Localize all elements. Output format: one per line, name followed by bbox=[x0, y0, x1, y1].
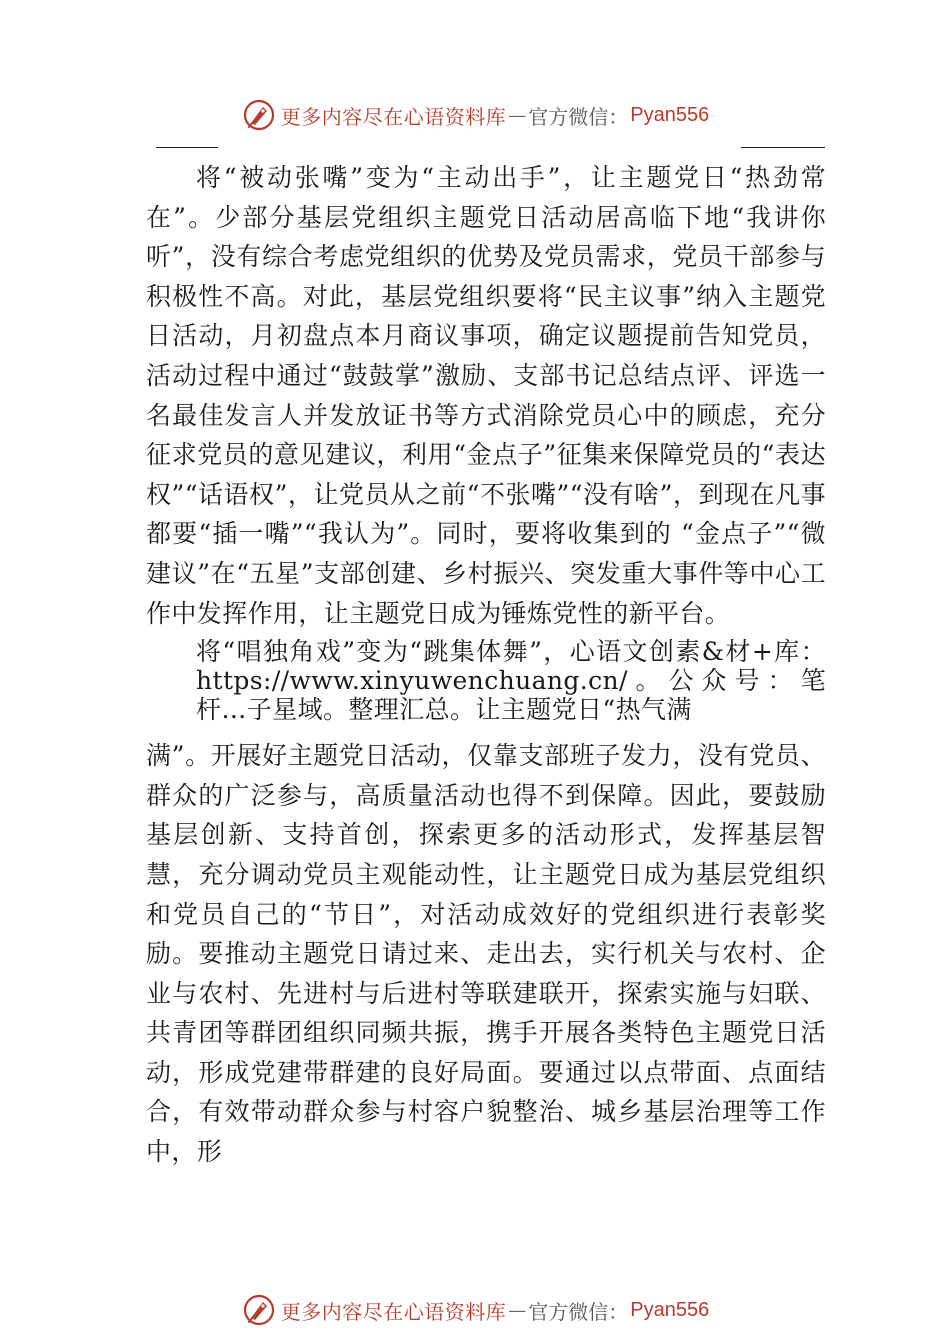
header-wechat-id: Pyan556 bbox=[630, 103, 710, 126]
header-promo-text: 更多内容尽在心语资料库 bbox=[280, 104, 507, 129]
footer-wechat-label: 官方微信： bbox=[528, 1299, 629, 1324]
header-separator: — bbox=[508, 104, 527, 126]
document-body bbox=[146, 158, 826, 1172]
footer-promo-text: 更多内容尽在心语资料库 bbox=[280, 1299, 507, 1324]
paragraph-3: 满”。开展好主题党日活动，仅靠支部班子发力，没有党员、群众的广泛参与，高质量活动也得不到保障。因此，要鼓励基层创新、支持首创，探索更多的活动形式，发挥基层智慧，充分调动党员主观能动性，让主题党日成为基层党组织和党员自己的“节日”，对活动成效好的党组织进行表彰奖励。要推动主题党日请过来、走出去，实行机关与农村、企业与农村、先进村与后进村等联建联开，探索实施与妇联、共青团等群团组织同频共振，携手开展各类特色主题党日活动，形成党建带群建的良好局面。要通过以点带面、点面结合，有效带动群众参与村容户貌整治、城乡基层治理等工作中，形 bbox=[146, 741, 826, 1167]
paragraph-2: 将“唱独角戏”变为“跳集体舞”，心语文创素&材+库：https://www.xinyuwenchuang.cn/。公众号：笔杆…子星域。整理汇总。让主题党日“热气满 bbox=[196, 637, 826, 725]
pen-nib-logo-icon bbox=[241, 97, 277, 133]
header-rule-right bbox=[741, 147, 825, 148]
header-rule-left bbox=[156, 147, 218, 148]
paragraph-1: 将“被动张嘴”变为“主动出手”，让主题党日“热劲常在”。少部分基层党组织主题党日活动居高临下地“我讲你听”，没有综合考虑党组织的优势及党员需求，党员干部参与积极性不高。对此，基层党组织要将“民主议事”纳入主题党日活动，月初盘点本月商议事项，确定议题提前告知党员， 活动过程中通过“鼓鼓掌”激励、支部书记总结点评、评选一名最佳发言人并发放证书等方式消除党员心中的顾虑，充分征求党员的意见建议，利用“金点子”征集来保障党员的“表达权”“话语权”，让党员从之前“不张嘴”“没有啥”，到现在凡事都要“插一嘴”“我认为”。同时，要将收集到的 “金点子”“微建议”在“五星”支部创建、乡村振兴、突发重大事件等中心工作中发挥作用，让主题党日成为锤炼党性的新平台。 bbox=[146, 163, 826, 628]
footer-banner bbox=[0, 1290, 950, 1330]
footer-separator: — bbox=[508, 1299, 527, 1321]
header-wechat-label: 官方微信： bbox=[528, 104, 629, 129]
footer-wechat-id: Pyan556 bbox=[630, 1298, 710, 1321]
header-banner bbox=[0, 95, 950, 135]
pen-nib-logo-icon bbox=[241, 1292, 277, 1328]
